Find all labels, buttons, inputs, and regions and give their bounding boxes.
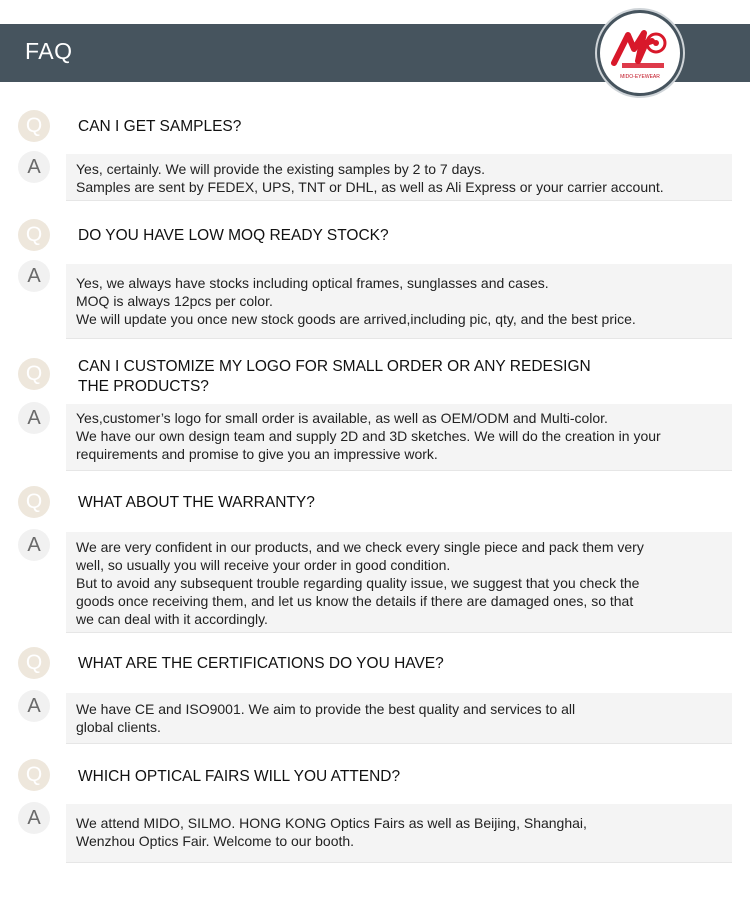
q-badge: Q	[18, 486, 50, 518]
faq-answer: Yes,customer’s logo for small order is available, as well as OEM/ODM and Multi-color. We have our own design team and supply 2D and 3D sketches. We will do the creation in your requirements and promise to give you an impressive work.	[76, 410, 661, 462]
q-badge: Q	[18, 647, 50, 679]
faq-answer: We have CE and ISO9001. We aim to provide the best quality and services to all global clients.	[76, 701, 576, 735]
faq-question: DO YOU HAVE LOW MOQ READY STOCK?	[78, 227, 389, 244]
a-badge: A	[18, 260, 50, 292]
q-badge: Q	[18, 219, 50, 251]
a-badge: A	[18, 529, 50, 561]
faq-answer: We attend MIDO, SILMO. HONG KONG Optics Fairs as well as Beijing, Shanghai, Wenzhou Optics Fair. Welcome to our booth.	[76, 815, 587, 849]
faq-question: WHICH OPTICAL FAIRS WILL YOU ATTEND?	[78, 768, 401, 785]
a-badge: A	[18, 802, 50, 834]
faq-item	[0, 109, 750, 204]
page-title: FAQ	[25, 38, 73, 64]
answer-box	[66, 154, 732, 200]
a-badge: A	[18, 690, 50, 722]
answer-box	[66, 532, 732, 632]
faq-question: WHAT ARE THE CERTIFICATIONS DO YOU HAVE?	[78, 655, 444, 672]
faq-item	[0, 758, 750, 868]
faq-answer: Yes, certainly. We will provide the existing samples by 2 to 7 days. Samples are sent by FEDEX, UPS, TNT or DHL, as well as Ali Express or your carrier account.	[76, 161, 664, 195]
answer-box	[66, 804, 732, 862]
q-badge: Q	[18, 110, 50, 142]
logo-text: MIDO-EYEWEAR	[620, 74, 660, 80]
faq-item	[0, 485, 750, 635]
q-badge: Q	[18, 759, 50, 791]
answer-box	[66, 264, 732, 338]
faq-answer: Yes, we always have stocks including optical frames, sunglasses and cases. MOQ is always 12pcs per color. We will update you once new stock goods are arrived,including pic, qty, and the best price.	[76, 275, 636, 327]
faq-answer: We are very confident in our products, and we check every single piece and pack them very well, so usually you will receive your order in good condition. But to avoid any subsequent trouble regarding quality issue, we suggest that you check the goods once receiving them, and let us know the details if there are damaged ones, so that we can deal with it accordingly.	[76, 539, 644, 627]
brand-logo	[600, 13, 680, 93]
a-badge: A	[18, 402, 50, 434]
q-badge: Q	[18, 358, 50, 390]
faq-question: CAN I GET SAMPLES?	[78, 118, 242, 135]
faq-question: CAN I CUSTOMIZE MY LOGO FOR SMALL ORDER OR ANY REDESIGN THE PRODUCTS?	[78, 358, 591, 395]
answer-box	[66, 693, 732, 743]
answer-box	[66, 404, 732, 470]
a-badge: A	[18, 151, 50, 183]
faq-item	[0, 218, 750, 343]
faq-item	[0, 646, 750, 746]
faq-item	[0, 356, 750, 472]
faq-question: WHAT ABOUT THE WARRANTY?	[78, 494, 315, 511]
